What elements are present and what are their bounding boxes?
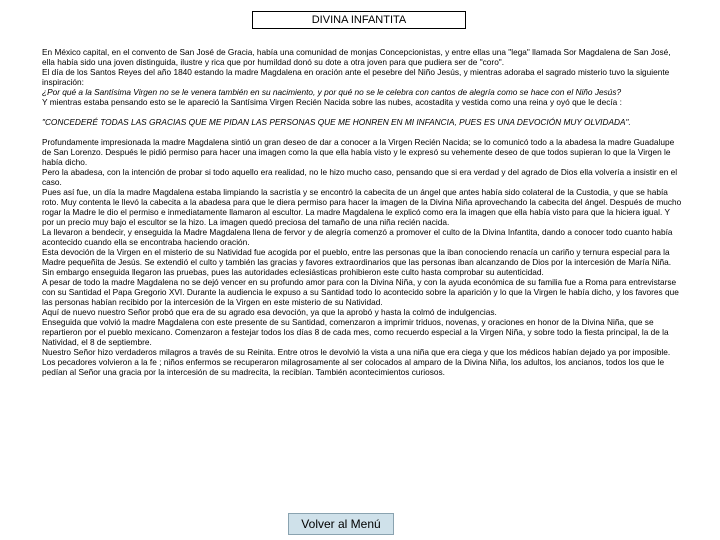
body-paragraph: Pues así fue, un día la madre Magdalena estaba limpiando la sacristía y se encontró la cabecita de un ángel que antes había sido colateral de la Custodia, y que se había roto. Muy contenta le llevó la cabecita a la abadesa para que le diera permiso para hacer la imagen de la Divina Niña aprovechando la cabecita del ángel. Después de mucho rogar la Madre le dio el permiso e inmediatamente llamaron al escultor. La madre Magdalena le explicó como era la imagen que ella había visto para que la hiciera igual. Y por un precio muy bajo el escultor se la hizo. La imagen quedó preciosa del tamaño de una niña recién nacida. <box>42 187 682 227</box>
body-paragraph: A pesar de todo la madre Magdalena no se dejó vencer en su profundo amor para con la Divina Niña, y con la ayuda económica de su familia fue a Roma para entrevistarse con su Santidad el Papa Gregorio XVI. Durante la audiencia le expuso a su Santidad todo lo acontecido sobre la aparición y lo que la Virgen le había dicho, y los favores que las personas habían recibido por la intercesión de la Virgen en este misterio de su Natividad. <box>42 277 679 307</box>
body-paragraph: La llevaron a bendecir, y enseguida la Madre Magdalena llena de fervor y de alegría comenzó a promover el culto de la Divina Infantita, dando a conocer todo cuanto había acontecido cuando ella se encontraba haciendo oración. <box>42 227 673 247</box>
body-paragraph: Profundamente impresionada la madre Magdalena sintió un gran deseo de dar a conocer a la Virgen Recién Nacida; se lo comunicó todo a la abadesa la madre Guadalupe de San Lorenzo. Después le pidió permiso para hacer una imagen como la que ella había visto y le expresó su vehemente deseo de que todos supieran lo que la Virgen le había dicho. <box>42 137 675 167</box>
page-title: DIVINA INFANTITA <box>252 11 466 29</box>
intro-paragraph: Y mientras estaba pensando esto se le apareció la Santísima Virgen Recién Nacida sobre las nubes, acostadita y vestida como una reina y oyó que le decía : <box>42 97 622 107</box>
body-paragraph: Sin embargo enseguida llegaron las pruebas, pues las autoridades eclesiásticas prohibieron este culto hasta comprobar su autenticidad. <box>42 267 544 277</box>
body-paragraph: Nuestro Señor hizo verdaderos milagros a través de su Reinita. Entre otros le devolvió la vista a una niña que era ciega y que los médicos habían dejado ya por imposible. Los pecadores volvieron a la fe ; niños enfermos se recuperaron milagrosamente al ser colocados al amparo de la Divina Niña, los adultos, los ancianos, todos los que le pedían al Señor una gracia por la intercesión de su madrecita, la recibían. También acontecimientos curiosos. <box>42 347 671 377</box>
body-paragraph: Enseguida que volvió la madre Magdalena con este presente de su Santidad, comenzaron a imprimir triduos, novenas, y oraciones en honor de la Divina Niña, que se repartieron por el pueblo mexicano. Comenzaron a festejar todos los días 8 de cada mes, como recuerdo especial a la Virgen Niña, y sobre todo la fiesta principal, la de la Natividad, el 8 de septiembre. <box>42 317 669 347</box>
intro-paragraph: El día de los Santos Reyes del año 1840 estando la madre Magdalena en oración ante el pesebre del Niño Jesús, y mientras adoraba el sagrado misterio tuvo la siguiente inspiración: <box>42 67 670 87</box>
body-paragraph: Esta devoción de la Virgen en el misterio de su Natividad fue acogida por el pueblo, entre las personas que la iban conociendo renacía un cariño y ternura especial para la Madre pequeñita de Jesús. Se extendió el culto y también las gracias y favores extraordinarios que las personas iban alcanzando de Dios por la intercesión de María Niña. <box>42 247 672 267</box>
intro-paragraph: En México capital, en el convento de San José de Gracia, había una comunidad de monjas Concepcionistas, y entre ellas una "lega" llamada Sor Magdalena de San José, ella había sido una joven distinguida, ilustre y rica que por humildad donó su dote a otra joven para que pudiera ser de "coro". <box>42 47 671 67</box>
back-to-menu-button[interactable]: Volver al Menú <box>288 513 394 535</box>
article-content <box>42 47 682 377</box>
intro-question: ¿Por qué a la Santísima Virgen no se le venera también en su nacimiento, y por qué no se le celebra con cantos de alegría como se hace con el Niño Jesús? <box>42 87 622 97</box>
body-paragraph: Pero la abadesa, con la intención de probar si todo aquello era realidad, no le hizo mucho caso, pensando que si era verdad y del agrado de Dios ella volvería a insistir en el caso. <box>42 167 678 187</box>
virgin-quote: "CONCEDERÉ TODAS LAS GRACIAS QUE ME PIDAN LAS PERSONAS QUE ME HONREN EN MI INFANCIA, PUES ES UNA DEVOCIÓN MUY OLVIDADA". <box>42 117 631 127</box>
body-paragraph: Aquí de nuevo nuestro Señor probó que era de su agrado esa devoción, ya que la aprobó y hasta la colmó de indulgencias. <box>42 307 497 317</box>
